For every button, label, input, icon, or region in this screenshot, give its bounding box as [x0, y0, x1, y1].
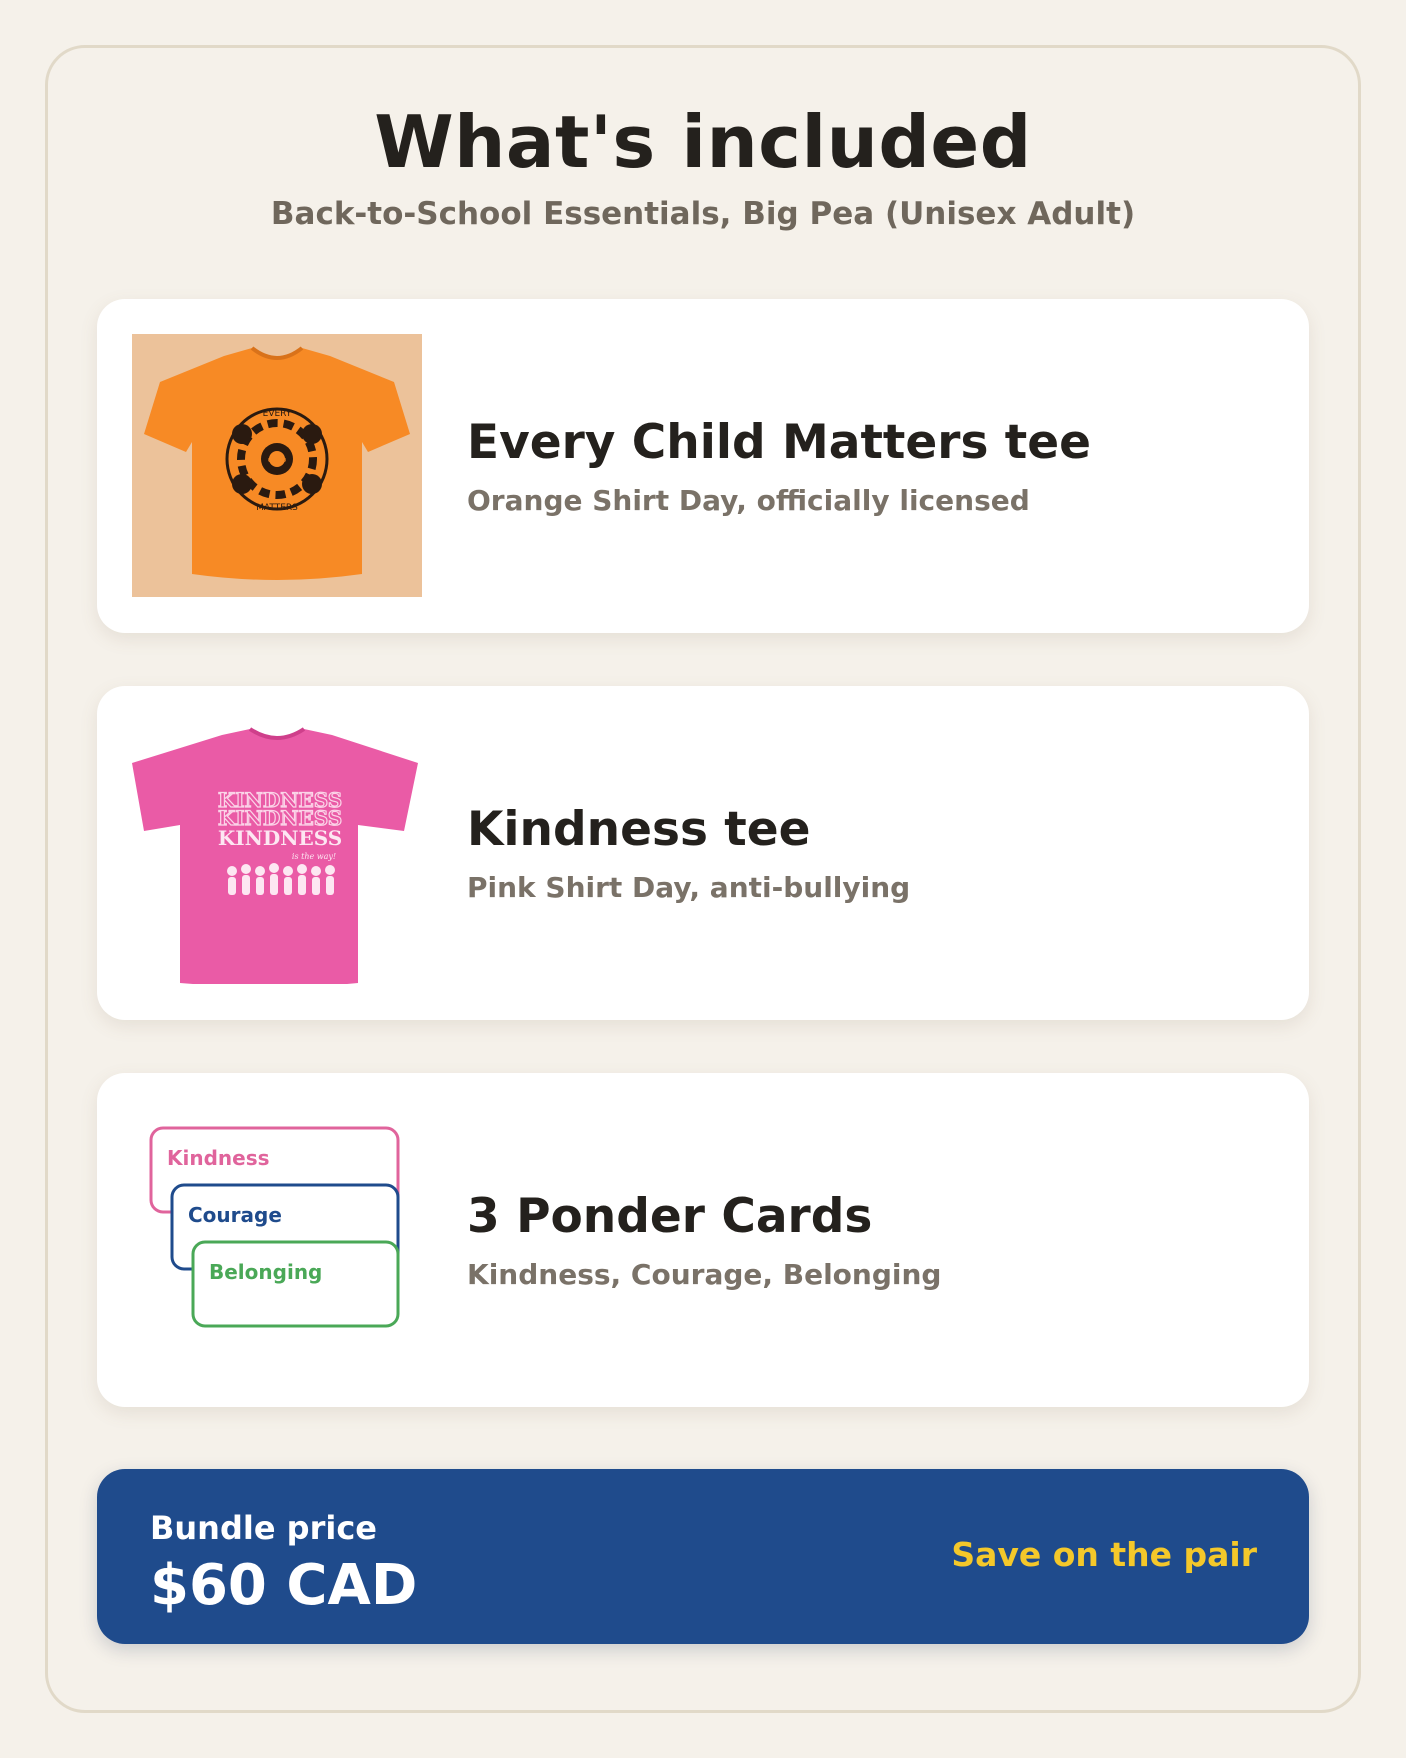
orange-print-text-2: CHILD	[267, 457, 287, 464]
kindness-card-label: Kindness	[167, 1146, 270, 1170]
item-card-ponder-cards	[97, 1073, 1309, 1407]
page-subtitle: Back-to-School Essentials, Big Pea (Unisex Adult)	[270, 196, 1136, 232]
item-title: 3 Ponder Cards	[467, 1189, 873, 1245]
belonging-card-shape	[193, 1242, 398, 1326]
pink-print-text-1: KINDNESS	[217, 788, 343, 812]
item-card-kindness	[97, 686, 1309, 1020]
courage-card-label: Courage	[188, 1203, 282, 1227]
pink-print-text-4: is the way!	[291, 852, 337, 861]
orange-tshirt-image	[132, 334, 422, 597]
bundle-price-banner	[97, 1469, 1309, 1644]
item-description: Kindness, Courage, Belonging	[467, 1257, 942, 1291]
item-text	[467, 1073, 941, 1407]
page-title: What's included	[374, 100, 1032, 184]
pink-print-text-2: KINDNESS	[217, 806, 343, 830]
item-description: Orange Shirt Day, officially licensed	[467, 483, 1030, 517]
orange-print-text-3: MATTERS	[256, 503, 298, 513]
orange-print-text-1: EVERY	[262, 409, 292, 419]
pink-tshirt-image	[132, 721, 422, 984]
belonging-card-label: Belonging	[209, 1260, 323, 1284]
item-card-every-child-matters	[97, 299, 1309, 633]
item-text	[467, 686, 910, 1020]
item-text	[467, 299, 1091, 633]
pink-print-text-3: KINDNESS	[217, 826, 343, 850]
item-title: Kindness tee	[467, 802, 811, 858]
item-description: Pink Shirt Day, anti-bullying	[467, 870, 911, 904]
ponder-cards-image	[132, 1108, 422, 1371]
bundle-price-label: Bundle price	[150, 1509, 377, 1547]
bundle-price-value: $60 CAD	[150, 1553, 418, 1618]
item-title: Every Child Matters tee	[467, 415, 1092, 471]
bundle-savings-note: Save on the pair	[951, 1535, 1257, 1574]
